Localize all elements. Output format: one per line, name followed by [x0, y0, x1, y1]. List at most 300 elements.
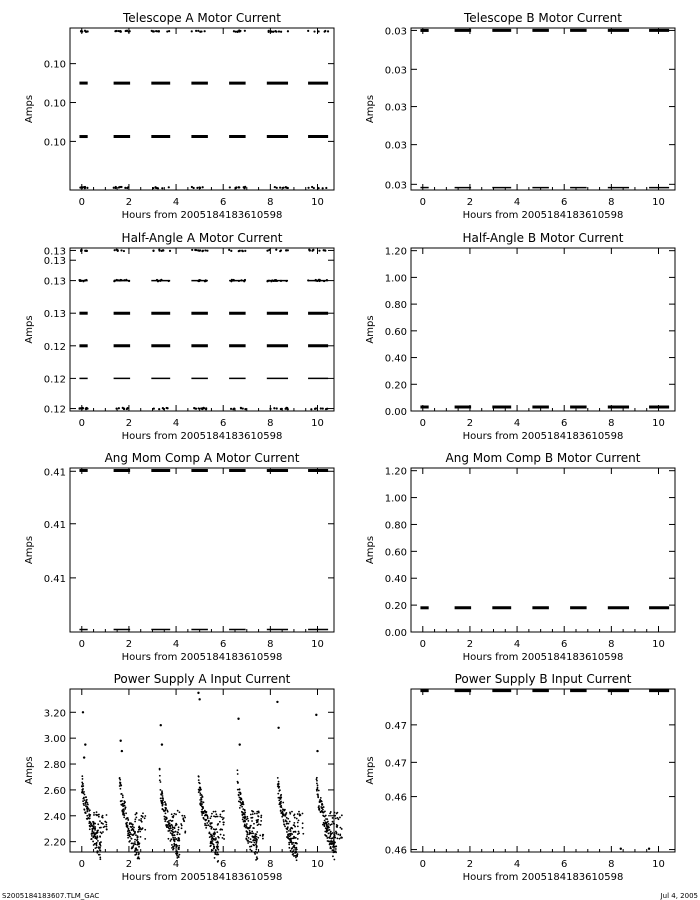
data-point — [177, 848, 179, 850]
data-point — [325, 821, 327, 823]
data-point — [120, 249, 122, 251]
data-point — [215, 813, 217, 815]
data-point — [91, 835, 93, 837]
x-axis-label: Hours from 2005184183610598 — [462, 652, 624, 663]
data-point — [163, 809, 165, 811]
data-point — [101, 822, 103, 824]
data-point — [288, 842, 290, 844]
data-point — [98, 847, 100, 849]
data-point — [120, 788, 122, 790]
data-point — [99, 857, 101, 859]
x-tick-label: 4 — [513, 418, 521, 429]
data-point — [166, 817, 168, 819]
data-point — [294, 837, 296, 839]
data-point — [205, 820, 207, 822]
data-point — [142, 816, 144, 818]
plot-frame — [70, 28, 334, 190]
data-point — [99, 854, 101, 856]
data-point — [89, 815, 91, 817]
data-point — [316, 778, 318, 780]
data-point — [88, 810, 90, 812]
data-point — [242, 819, 244, 821]
data-point — [120, 31, 122, 33]
data-point — [174, 813, 176, 815]
data-point — [298, 819, 300, 821]
data-point — [202, 807, 204, 809]
y-tick-label: 0.80 — [384, 300, 407, 312]
data-point — [302, 827, 304, 829]
data-point — [280, 806, 282, 808]
data-point — [247, 832, 249, 834]
data-point — [161, 797, 163, 799]
data-point — [244, 817, 246, 819]
data-point — [84, 799, 86, 801]
data-point — [216, 831, 218, 833]
x-tick-label: 0 — [78, 418, 85, 429]
data-point — [294, 813, 296, 815]
data-point — [328, 823, 330, 825]
data-point — [237, 718, 239, 720]
data-point — [260, 820, 262, 822]
data-point — [128, 830, 130, 832]
data-point — [287, 833, 289, 835]
data-point — [247, 820, 249, 822]
data-point — [103, 826, 105, 828]
data-point — [171, 813, 173, 815]
data-point — [128, 834, 130, 836]
y-tick-label: 0.46 — [384, 792, 407, 804]
data-point — [99, 820, 101, 822]
data-point — [84, 186, 86, 188]
data-point — [173, 848, 175, 850]
data-point — [339, 834, 341, 836]
data-point — [330, 833, 332, 835]
data-point — [285, 815, 287, 817]
data-point — [322, 187, 324, 189]
data-point — [201, 814, 203, 816]
data-point — [142, 812, 144, 814]
data-point — [335, 833, 337, 835]
chart-title: Power Supply B Input Current — [454, 672, 632, 686]
data-point — [648, 848, 650, 850]
data-point — [297, 825, 299, 827]
data-point — [237, 769, 239, 771]
data-point — [92, 841, 94, 843]
data-point — [161, 250, 163, 252]
data-point — [106, 829, 108, 831]
data-point — [242, 407, 244, 409]
data-point — [90, 825, 92, 827]
chart-panel-ha-a — [24, 231, 334, 442]
data-point — [141, 821, 143, 823]
data-point — [280, 803, 282, 805]
data-point — [284, 809, 286, 811]
data-point — [277, 793, 279, 795]
data-point — [278, 30, 280, 32]
data-point — [296, 855, 298, 857]
data-point — [280, 795, 282, 797]
data-point — [251, 830, 253, 832]
data-point — [130, 838, 132, 840]
data-point — [209, 845, 211, 847]
x-tick-label: 4 — [513, 197, 521, 208]
data-point — [229, 186, 231, 188]
data-point — [246, 816, 248, 818]
data-point — [123, 802, 125, 804]
data-point — [139, 842, 141, 844]
data-point — [93, 823, 95, 825]
data-point — [213, 848, 215, 850]
data-point — [278, 783, 280, 785]
data-point — [214, 833, 216, 835]
data-point — [169, 828, 171, 830]
data-point — [165, 807, 167, 809]
x-tick-label: 10 — [652, 418, 665, 429]
x-tick-label: 4 — [172, 859, 180, 870]
data-point — [171, 847, 173, 849]
data-point — [290, 830, 292, 832]
data-point — [94, 843, 96, 845]
chart-panel-ps-b — [365, 672, 675, 883]
data-point — [136, 812, 138, 814]
data-point — [94, 834, 96, 836]
data-point — [158, 408, 160, 410]
data-point — [292, 842, 294, 844]
data-point — [172, 828, 174, 830]
data-point — [127, 837, 129, 839]
y-tick-label: 0.10 — [43, 137, 66, 149]
data-point — [318, 187, 320, 189]
data-point — [125, 812, 127, 814]
data-point — [152, 249, 154, 251]
data-point — [123, 800, 125, 802]
data-point — [235, 187, 237, 189]
data-point — [219, 814, 221, 816]
y-tick-label: 0.12 — [43, 374, 66, 386]
data-point — [307, 187, 309, 189]
y-tick-label: 0.03 — [384, 26, 407, 38]
data-point — [339, 838, 341, 840]
data-point — [82, 788, 84, 790]
data-point — [126, 824, 128, 826]
plot-frame — [70, 248, 334, 411]
data-point — [124, 187, 126, 189]
data-point — [249, 841, 251, 843]
data-point — [315, 407, 317, 409]
data-point — [127, 186, 129, 188]
y-tick-label: 0.13 — [43, 256, 66, 268]
x-tick-label: 10 — [652, 197, 665, 208]
data-point — [202, 802, 204, 804]
data-point — [177, 855, 179, 857]
data-point — [169, 250, 171, 252]
data-point — [106, 814, 108, 816]
data-point — [239, 788, 241, 790]
y-tick-label: 0.41 — [43, 519, 66, 531]
data-point — [239, 792, 241, 794]
data-point — [316, 750, 318, 752]
data-point — [257, 819, 259, 821]
data-point — [211, 835, 213, 837]
data-point — [299, 815, 301, 817]
data-point — [240, 797, 242, 799]
y-tick-label: 2.60 — [43, 785, 66, 797]
data-point — [115, 408, 117, 410]
data-point — [99, 836, 101, 838]
data-point — [281, 408, 283, 410]
y-axis-label: Amps — [365, 315, 376, 344]
data-point — [320, 797, 322, 799]
data-point — [325, 408, 327, 410]
data-point — [170, 830, 172, 832]
y-axis-label: Amps — [24, 535, 35, 565]
data-point — [166, 407, 168, 409]
data-point — [324, 820, 326, 822]
data-point — [334, 846, 336, 848]
data-point — [93, 812, 95, 814]
data-point — [217, 823, 219, 825]
data-point — [126, 408, 128, 410]
y-tick-label: 0.46 — [384, 845, 407, 857]
data-point — [119, 740, 121, 742]
x-tick-label: 0 — [78, 859, 85, 870]
x-tick-label: 0 — [419, 639, 426, 650]
data-point — [198, 776, 200, 778]
data-point — [96, 814, 98, 816]
data-point — [134, 818, 136, 820]
y-tick-label: 3.20 — [43, 708, 66, 720]
data-point — [184, 817, 186, 819]
data-point — [173, 839, 175, 841]
data-point — [254, 835, 256, 837]
data-point — [260, 815, 262, 817]
data-point — [156, 187, 158, 189]
data-point — [128, 841, 130, 843]
data-point — [285, 828, 287, 830]
data-point — [122, 795, 124, 797]
data-point — [283, 819, 285, 821]
data-point — [81, 408, 83, 410]
data-point — [298, 811, 300, 813]
data-point — [84, 743, 86, 745]
data-point — [134, 832, 136, 834]
data-point — [102, 815, 104, 817]
data-point — [331, 843, 333, 845]
data-point — [325, 815, 327, 817]
x-tick-label: 0 — [78, 197, 85, 208]
data-point — [228, 249, 230, 251]
data-point — [213, 811, 215, 813]
data-point — [246, 823, 248, 825]
x-axis-label: Hours from 2005184183610598 — [121, 210, 283, 221]
data-point — [255, 859, 257, 861]
y-tick-label: 0.41 — [43, 467, 66, 479]
data-point — [239, 807, 241, 809]
x-tick-label: 10 — [652, 639, 665, 650]
y-tick-label: 0.47 — [384, 720, 407, 732]
x-tick-label: 4 — [513, 859, 521, 870]
data-point — [166, 826, 168, 828]
data-point — [257, 837, 259, 839]
plot-frame — [411, 28, 675, 190]
data-point — [278, 786, 280, 788]
data-point — [144, 838, 146, 840]
data-point — [335, 817, 337, 819]
data-point — [86, 815, 88, 817]
data-point — [151, 30, 153, 32]
data-point — [122, 812, 124, 814]
data-point — [339, 827, 341, 829]
data-point — [99, 849, 101, 851]
data-point — [141, 828, 143, 830]
data-point — [166, 824, 168, 826]
data-point — [131, 829, 133, 831]
data-point — [290, 850, 292, 852]
data-point — [183, 820, 185, 822]
data-point — [340, 837, 342, 839]
data-point — [169, 826, 171, 828]
data-point — [206, 814, 208, 816]
data-point — [161, 187, 163, 189]
data-point — [153, 30, 155, 32]
data-point — [217, 860, 219, 862]
data-point — [294, 842, 296, 844]
data-point — [332, 821, 334, 823]
data-point — [199, 799, 201, 801]
data-point — [137, 831, 139, 833]
data-point — [140, 836, 142, 838]
data-point — [178, 829, 180, 831]
y-tick-label: 0.60 — [384, 547, 407, 559]
data-point — [177, 831, 179, 833]
data-point — [337, 817, 339, 819]
data-point — [168, 30, 170, 32]
data-point — [132, 824, 134, 826]
data-point — [174, 837, 176, 839]
data-point — [160, 781, 162, 783]
data-point — [257, 821, 259, 823]
y-tick-label: 2.20 — [43, 837, 66, 849]
data-point — [163, 816, 165, 818]
data-point — [136, 844, 138, 846]
data-point — [134, 843, 136, 845]
data-point — [220, 828, 222, 830]
data-point — [201, 801, 203, 803]
y-axis-label: Amps — [24, 94, 35, 124]
data-point — [331, 823, 333, 825]
x-tick-label: 8 — [608, 639, 615, 650]
data-point — [253, 823, 255, 825]
data-point — [318, 30, 320, 32]
x-tick-label: 6 — [220, 418, 227, 429]
data-point — [133, 830, 135, 832]
data-point — [158, 249, 160, 251]
x-tick-label: 10 — [311, 639, 324, 650]
data-point — [165, 804, 167, 806]
x-tick-label: 0 — [419, 197, 426, 208]
data-point — [258, 812, 260, 814]
data-point — [250, 817, 252, 819]
data-point — [211, 822, 213, 824]
data-point — [252, 811, 254, 813]
y-tick-label: 0.20 — [384, 601, 407, 613]
x-tick-label: 4 — [172, 418, 180, 429]
x-tick-label: 2 — [466, 859, 474, 870]
x-tick-label: 8 — [267, 859, 274, 870]
x-tick-label: 2 — [125, 418, 133, 429]
data-point — [86, 802, 88, 804]
data-point — [339, 817, 341, 819]
data-point — [201, 795, 203, 797]
data-point — [239, 743, 241, 745]
data-point — [290, 834, 292, 836]
data-point — [294, 817, 296, 819]
chart-title: Telescope B Motor Current — [463, 11, 623, 25]
data-point — [98, 814, 100, 816]
data-point — [179, 833, 181, 835]
data-point — [250, 832, 252, 834]
data-point — [241, 806, 243, 808]
data-point — [262, 838, 264, 840]
data-point — [120, 800, 122, 802]
data-point — [96, 838, 98, 840]
data-point — [222, 837, 224, 839]
data-point — [250, 814, 252, 816]
data-point — [83, 792, 85, 794]
data-point — [202, 250, 204, 252]
data-point — [138, 829, 140, 831]
x-axis-label: Hours from 2005184183610598 — [121, 431, 283, 442]
data-point — [251, 820, 253, 822]
data-point — [129, 832, 131, 834]
x-tick-label: 8 — [608, 418, 615, 429]
data-point — [85, 408, 87, 410]
data-point — [140, 818, 142, 820]
data-point — [144, 829, 146, 831]
data-point — [173, 843, 175, 845]
data-point — [247, 840, 249, 842]
data-point — [121, 750, 123, 752]
data-point — [334, 841, 336, 843]
data-point — [333, 832, 335, 834]
data-point — [198, 779, 200, 781]
data-point — [132, 826, 134, 828]
chart-title: Ang Mom Comp B Motor Current — [445, 451, 641, 465]
x-tick-label: 2 — [466, 639, 474, 650]
data-point — [91, 832, 93, 834]
data-point — [285, 186, 287, 188]
data-point — [255, 849, 257, 851]
y-axis-label: Amps — [365, 756, 376, 785]
data-point — [178, 826, 180, 828]
data-point — [174, 845, 176, 847]
data-point — [334, 837, 336, 839]
y-axis-label: Amps — [24, 315, 35, 344]
data-point — [191, 249, 193, 251]
data-point — [280, 810, 282, 812]
data-point — [117, 250, 119, 252]
x-tick-label: 4 — [172, 197, 180, 208]
data-point — [291, 843, 293, 845]
data-point — [250, 838, 252, 840]
y-tick-label: 0.80 — [384, 520, 407, 532]
data-point — [222, 810, 224, 812]
y-tick-label: 3.00 — [43, 734, 66, 746]
data-point — [296, 818, 298, 820]
data-point — [217, 848, 219, 850]
data-point — [122, 803, 124, 805]
data-point — [256, 852, 258, 854]
